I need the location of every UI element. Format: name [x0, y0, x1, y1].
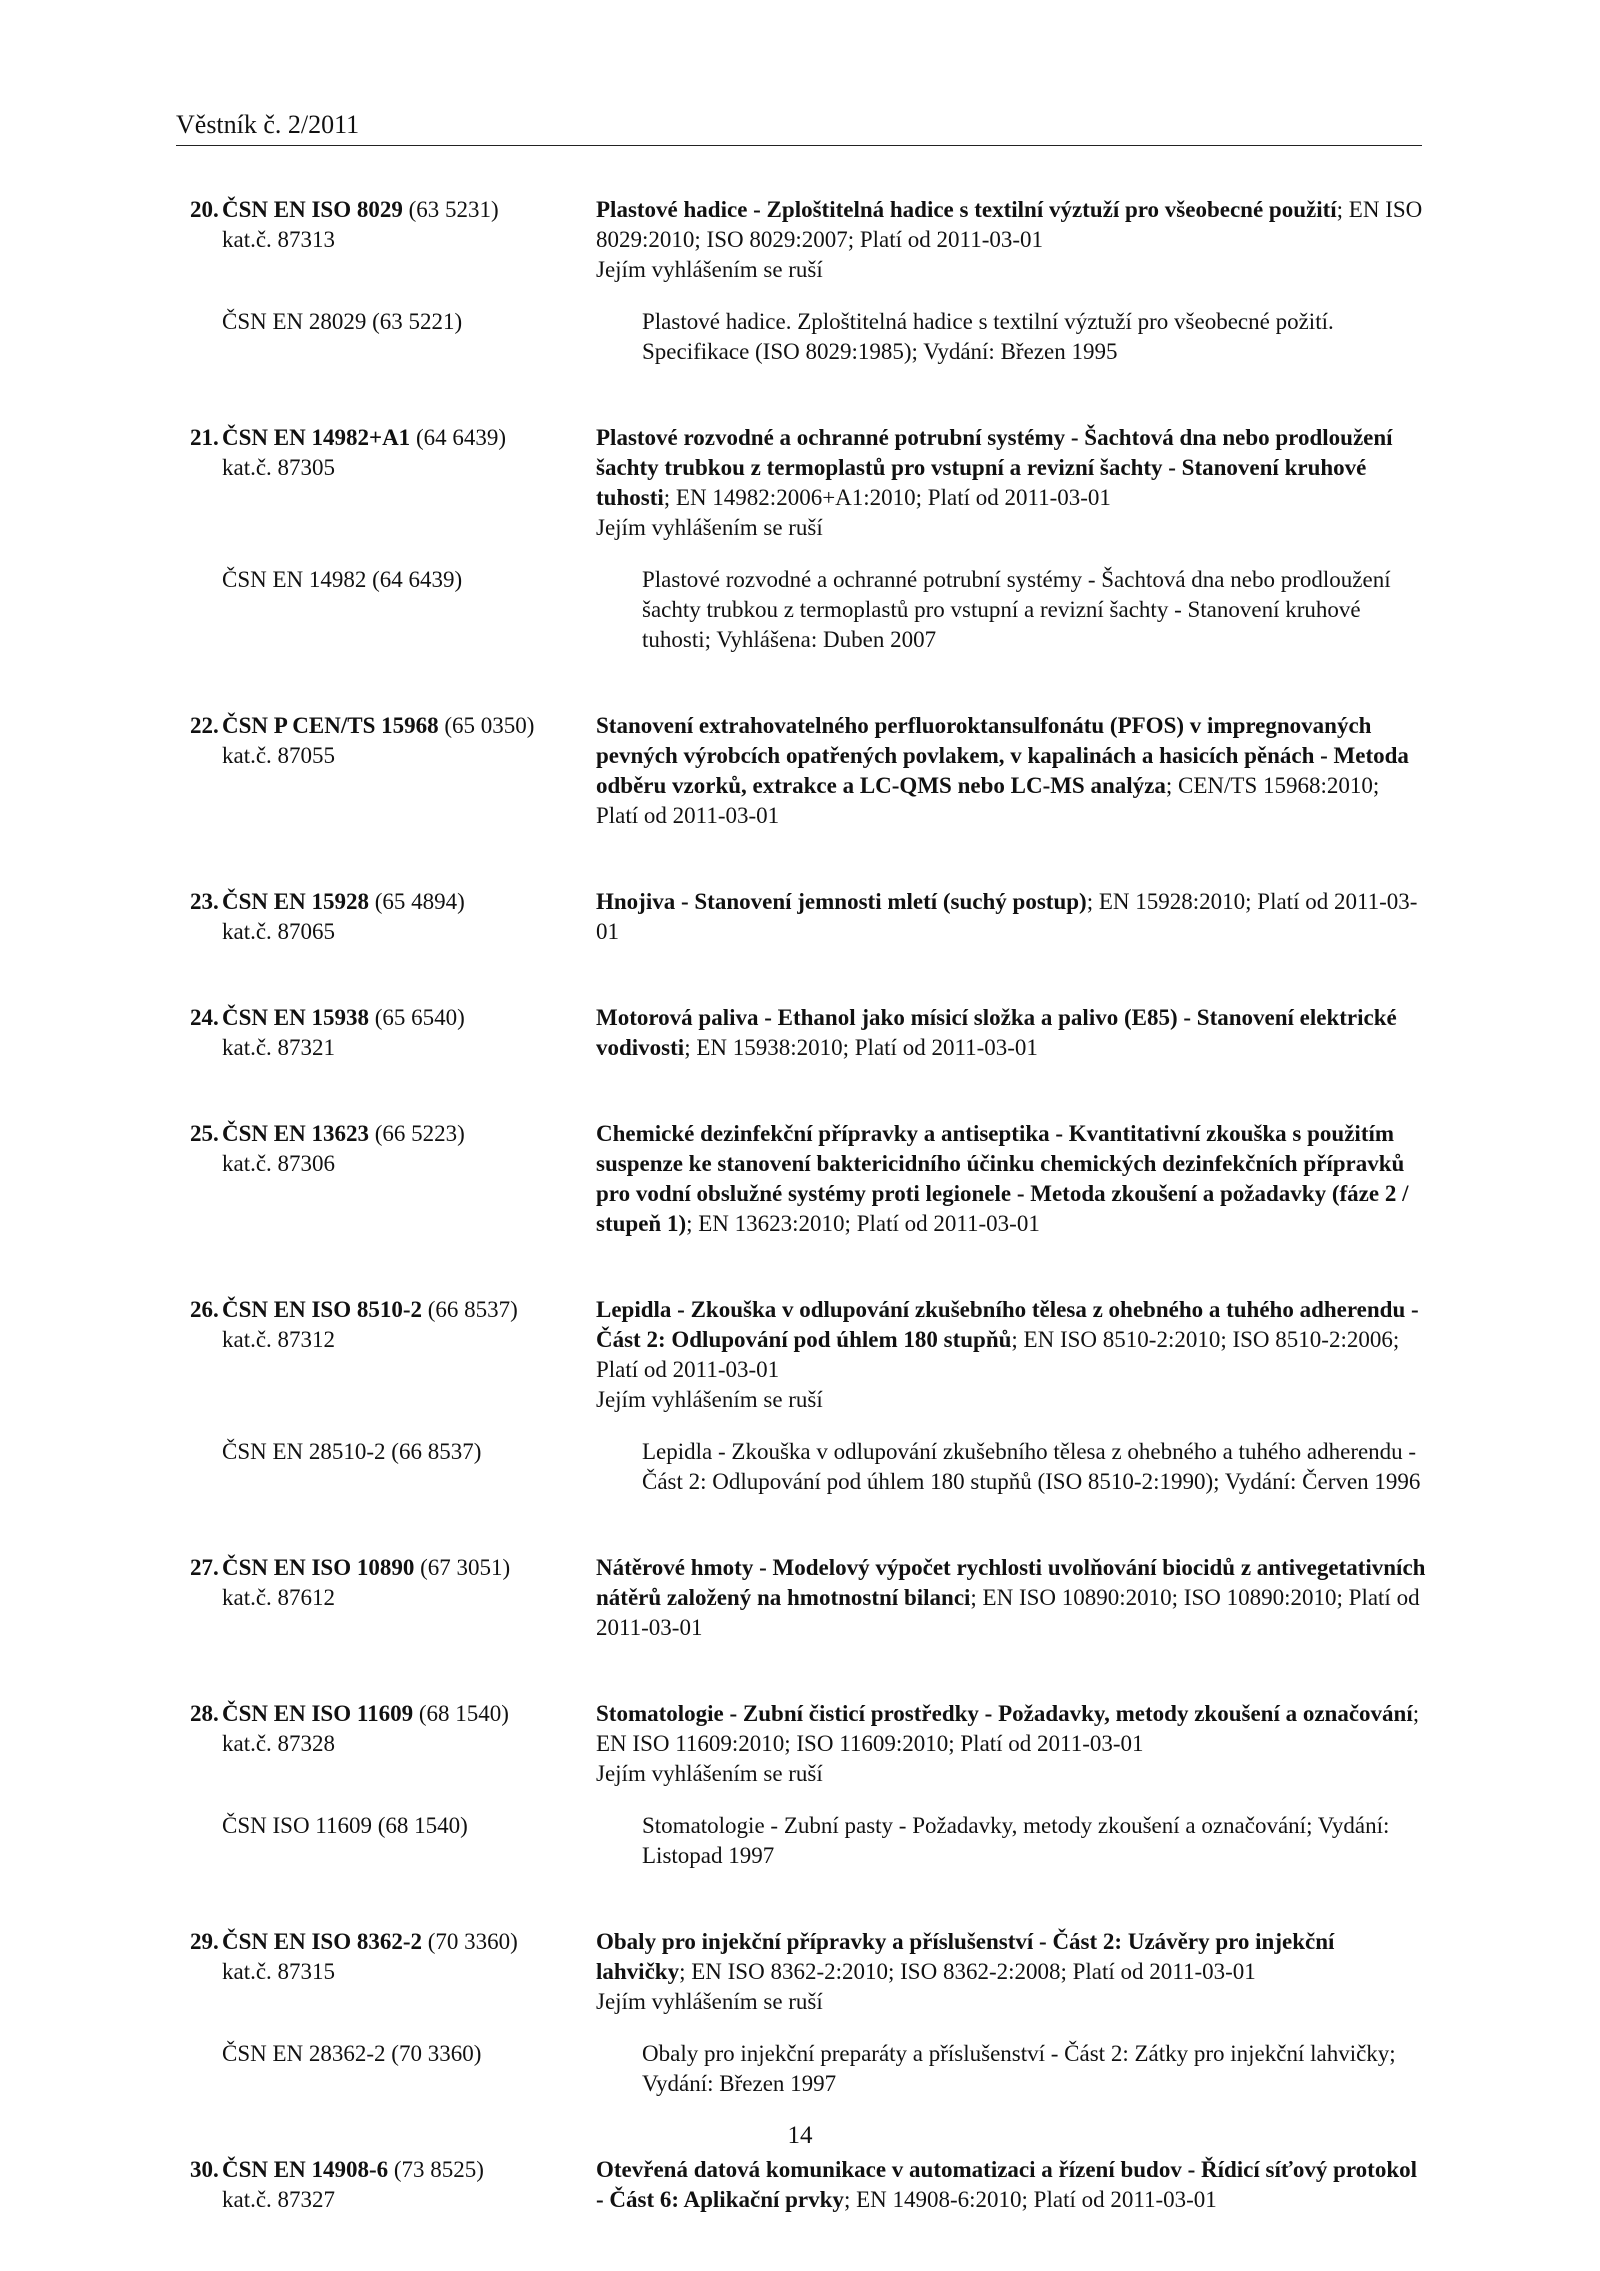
classification-code: (73 8525) [388, 2157, 484, 2182]
catalog-number: kat.č. 87327 [222, 2187, 336, 2212]
standard-title: Chemické dezinfekční přípravky a antiseptika - Kvantitativní zkouška s použitím suspenze ke stanovení baktericidního účinku chemických dezinfekčních přípravků pro vodní obslužné systémy proti legionele - Metoda zkoušení a požadavky (fáze 2 / stupeň 1) [596, 1121, 1409, 1236]
classification-code: (65 0350) [438, 713, 535, 738]
standard-title: Nátěrové hmoty - Modelový výpočet rychlosti uvolňování biocidů z antivegetativních nátěrů založený na hmotnostní bilanci [596, 1555, 1426, 1610]
standard-title: Plastové rozvodné a ochranné potrubní systémy - Šachtová dna nebo prodloužení šachty trubkou z termoplastů pro vstupní a revizní šachty - Stanovení kruhové tuhosti [596, 425, 1393, 510]
standard-entry [176, 711, 1426, 831]
standard-code: ČSN EN ISO 10890 [222, 1555, 415, 1580]
catalog-number: kat.č. 87328 [222, 1731, 336, 1756]
classification-code: (65 4894) [368, 889, 465, 914]
standard-code: ČSN EN ISO 8510-2 [222, 1297, 423, 1322]
standard-entry [176, 423, 1426, 655]
standard-title: Stomatologie - Zubní čisticí prostředky - Požadavky, metody zkoušení a označování [596, 1701, 1413, 1726]
replaced-standard-title: Stomatologie - Zubní pasty - Požadavky, metody zkoušení a označování; Vydání: Listopad 1997 [642, 1813, 1390, 1868]
standard-title: Otevřená datová komunikace v automatizaci a řízení budov - Řídicí síťový protokol - Část 6: Aplikační prvky [596, 2157, 1418, 2212]
classification-code: (65 6540) [368, 1005, 465, 1030]
standard-details: ; EN 13623:2010; Platí od 2011-03-01 [686, 1211, 1040, 1236]
entry-number: 24. [190, 1005, 219, 1030]
classification-code: (64 6439) [410, 425, 507, 450]
catalog-number: kat.č. 87612 [222, 1585, 336, 1610]
catalog-number: kat.č. 87321 [222, 1035, 336, 1060]
entry-number: 28. [190, 1701, 219, 1726]
standard-code: ČSN EN 15938 [222, 1005, 369, 1030]
entry-number: 26. [190, 1297, 219, 1322]
cancel-note: Jejím vyhlášením se ruší [596, 1761, 823, 1786]
entry-number: 29. [190, 1929, 219, 1954]
standard-details: ; EN ISO 8362-2:2010; ISO 8362-2:2008; Platí od 2011-03-01 [679, 1959, 1256, 1984]
standard-details: ; EN 14982:2006+A1:2010; Platí od 2011-03-01 [663, 485, 1111, 510]
standard-details: ; EN 15928:2010; Platí od 2011-03-01 [596, 889, 1418, 944]
standard-details: ; EN 14908-6:2010; Platí od 2011-03-01 [843, 2187, 1217, 2212]
replaced-standard-title: Obaly pro injekční preparáty a příslušenství - Část 2: Zátky pro injekční lahvičky; Vydání: Březen 1997 [642, 2041, 1396, 2096]
standard-entry [176, 1553, 1426, 1643]
standard-details: ; EN ISO 11609:2010; ISO 11609:2010; Platí od 2011-03-01 [596, 1701, 1420, 1756]
standard-code: ČSN EN ISO 8029 [222, 197, 403, 222]
standard-title: Motorová paliva - Ethanol jako mísicí složka a palivo (E85) - Stanovení elektrické vodivosti [596, 1005, 1397, 1060]
replaced-standard-title: Plastové rozvodné a ochranné potrubní systémy - Šachtová dna nebo prodloužení šachty trubkou z termoplastů pro vstupní a revizní šachty - Stanovení kruhové tuhosti; Vyhlášena: Duben 2007 [642, 567, 1391, 652]
page-number: 14 [787, 2122, 813, 2149]
standard-title: Plastové hadice - Zploštitelná hadice s textilní výztuží pro všeobecné použití [596, 197, 1337, 222]
catalog-number: kat.č. 87065 [222, 919, 336, 944]
standard-entry [176, 1927, 1426, 2099]
entry-number: 25. [190, 1121, 219, 1146]
entry-number: 27. [190, 1555, 219, 1580]
catalog-number: kat.č. 87312 [222, 1327, 336, 1352]
replaced-standard-code: ČSN EN 28362-2 (70 3360) [222, 2041, 482, 2066]
cancel-note: Jejím vyhlášením se ruší [596, 257, 823, 282]
catalog-number: kat.č. 87305 [222, 455, 336, 480]
entry-number: 20. [190, 197, 219, 222]
cancel-note: Jejím vyhlášením se ruší [596, 515, 823, 540]
entry-number: 22. [190, 713, 219, 738]
standard-entry [176, 1119, 1426, 1239]
standard-title: Stanovení extrahovatelného perfluoroktansulfonátu (PFOS) v impregnovaných pevných výrobcích opatřených povlakem, v kapalinách a hasicích pěnách - Metoda odběru vzorků, extrakce a LC-QMS nebo LC-MS analýza [596, 713, 1409, 798]
classification-code: (66 5223) [368, 1121, 465, 1146]
cancel-note: Jejím vyhlášením se ruší [596, 1989, 823, 2014]
standard-details: ; EN ISO 10890:2010; ISO 10890:2010; Platí od 2011-03-01 [596, 1585, 1420, 1640]
standard-details: ; EN 15938:2010; Platí od 2011-03-01 [684, 1035, 1038, 1060]
entry-number: 23. [190, 889, 219, 914]
standard-entry [176, 1699, 1426, 1871]
entry-number: 30. [190, 2157, 219, 2182]
replaced-standard-code: ČSN EN 28029 (63 5221) [222, 309, 463, 334]
classification-code: (66 8537) [422, 1297, 518, 1322]
catalog-number: kat.č. 87055 [222, 743, 336, 768]
standard-code: ČSN EN 14982+A1 [222, 425, 411, 450]
standard-title: Obaly pro injekční přípravky a příslušenství - Část 2: Uzávěry pro injekční lahvičky [596, 1929, 1335, 1984]
header-rule [176, 145, 1422, 146]
entry-number: 21. [190, 425, 219, 450]
standard-details: ; EN ISO 8029:2010; ISO 8029:2007; Platí od 2011-03-01 [596, 197, 1423, 252]
replaced-standard-code: ČSN EN 28510-2 (66 8537) [222, 1439, 482, 1464]
replaced-standard-title: Plastové hadice. Zploštitelná hadice s textilní výztuží pro všeobecné požití. Specifikace (ISO 8029:1985); Vydání: Březen 1995 [642, 309, 1334, 364]
classification-code: (68 1540) [413, 1701, 509, 1726]
cancel-note: Jejím vyhlášením se ruší [596, 1387, 823, 1412]
replaced-standard-code: ČSN EN 14982 (64 6439) [222, 567, 463, 592]
standard-title: Hnojiva - Stanovení jemnosti mletí (suchý postup) [596, 889, 1087, 914]
catalog-number: kat.č. 87306 [222, 1151, 336, 1176]
catalog-number: kat.č. 87313 [222, 227, 336, 252]
journal-header: Věstník č. 2/2011 [176, 110, 360, 139]
catalog-number: kat.č. 87315 [222, 1959, 336, 1984]
standard-entry [176, 195, 1426, 367]
classification-code: (63 5231) [402, 197, 499, 222]
standard-code: ČSN EN 13623 [222, 1121, 369, 1146]
standard-entry [176, 1295, 1426, 1497]
classification-code: (70 3360) [422, 1929, 518, 1954]
standard-code: ČSN EN 15928 [222, 889, 369, 914]
classification-code: (67 3051) [414, 1555, 511, 1580]
standard-details: ; EN ISO 8510-2:2010; ISO 8510-2:2006; Platí od 2011-03-01 [596, 1327, 1400, 1382]
standard-entry [176, 887, 1426, 947]
replaced-standard-title: Lepidla - Zkouška v odlupování zkušebního tělesa z ohebného a tuhého adherendu - Část 2: Odlupování pod úhlem 180 stupňů (ISO 8510-2:1990); Vydání: Červen 1996 [642, 1439, 1421, 1494]
replaced-standard-code: ČSN ISO 11609 (68 1540) [222, 1813, 468, 1838]
standard-code: ČSN EN 14908-6 [222, 2157, 389, 2182]
standard-entry [176, 2155, 1426, 2215]
standard-entry [176, 1003, 1426, 1063]
standard-code: ČSN P CEN/TS 15968 [222, 713, 439, 738]
standard-title: Lepidla - Zkouška v odlupování zkušebního tělesa z ohebného a tuhého adherendu - Část 2: Odlupování pod úhlem 180 stupňů [596, 1297, 1419, 1352]
standard-details: ; CEN/TS 15968:2010; Platí od 2011-03-01 [596, 773, 1380, 828]
standards-list [176, 195, 1426, 2271]
standard-code: ČSN EN ISO 8362-2 [222, 1929, 423, 1954]
standard-code: ČSN EN ISO 11609 [222, 1701, 414, 1726]
